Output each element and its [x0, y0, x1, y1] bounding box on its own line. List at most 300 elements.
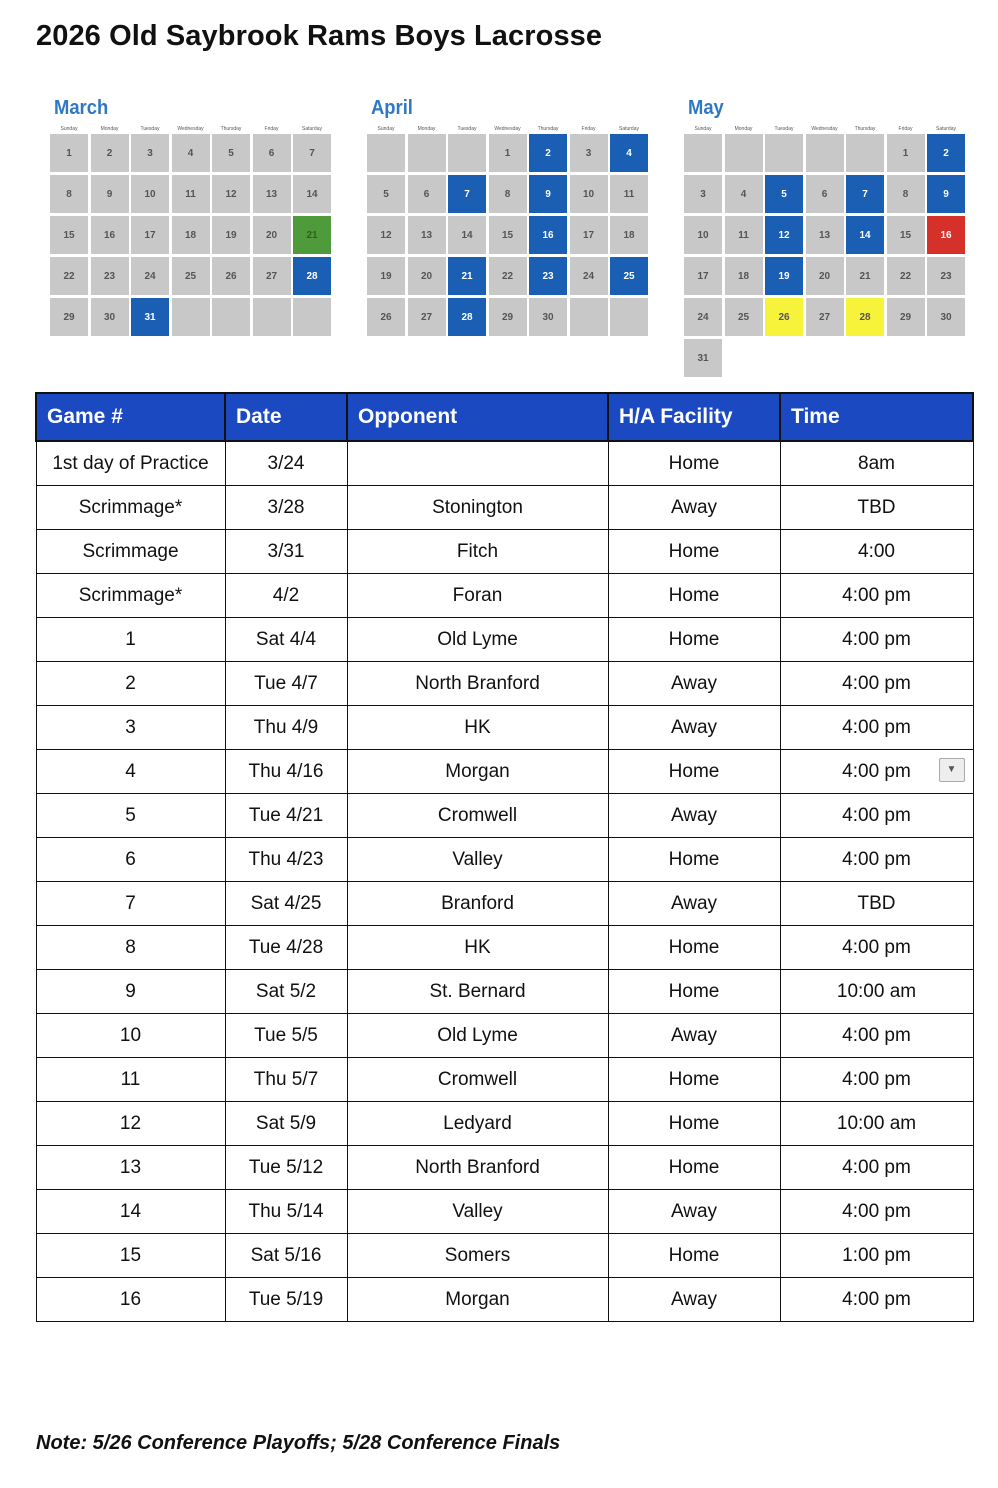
cell-text: Home: [668, 540, 720, 562]
table-cell: [347, 574, 608, 618]
table-cell: [347, 1058, 608, 1102]
table-cell: [347, 838, 608, 882]
calendar-day: 21: [448, 257, 486, 295]
calendar-day: 30: [927, 298, 965, 336]
calendar-day: 4: [610, 134, 648, 172]
table-cell: [780, 618, 973, 662]
cell-text: Tue 4/28: [248, 936, 324, 958]
calendar-day: 12: [765, 216, 803, 254]
table-cell: [225, 750, 347, 794]
cell-text: St. Bernard: [429, 980, 526, 1002]
cell-text: 8: [125, 936, 136, 958]
table-cell: [347, 530, 608, 574]
cell-text: 15: [119, 1244, 142, 1266]
calendar-day: 29: [489, 298, 527, 336]
cell-text: Away: [670, 1288, 718, 1310]
cell-text: Thu 4/23: [248, 848, 324, 870]
weekday-label: Wednesday: [177, 126, 204, 132]
calendar-day: 8: [489, 175, 527, 213]
table-cell: [608, 486, 780, 530]
table-row: [36, 1234, 973, 1278]
table-cell: [608, 882, 780, 926]
table-cell: [608, 530, 780, 574]
table-row: [36, 1190, 973, 1234]
cell-text: 4:00 pm: [842, 1200, 911, 1222]
cell-text: 13: [119, 1156, 142, 1178]
cell-text: Valley: [452, 848, 503, 870]
table-cell: [608, 1146, 780, 1190]
cell-text: Foran: [452, 584, 503, 606]
table-cell: [225, 1014, 347, 1058]
table-cell: [347, 882, 608, 926]
table-cell: [36, 1146, 225, 1190]
cell-text: Old Lyme: [437, 1024, 518, 1046]
table-cell: [608, 1058, 780, 1102]
table-cell: [347, 1014, 608, 1058]
calendar-day: 6: [408, 175, 446, 213]
weekday-label: Monday: [417, 126, 436, 132]
table-cell: [347, 1102, 608, 1146]
table-body: [36, 441, 973, 1322]
weekday-label: Saturday: [935, 126, 956, 132]
calendar-day: 13: [806, 216, 844, 254]
cell-text: Away: [670, 1024, 718, 1046]
table-cell: [780, 1234, 973, 1278]
table-row: [36, 574, 973, 618]
column-header: Game #: [36, 393, 225, 441]
cell-text: Sat 5/9: [255, 1112, 317, 1134]
calendar-day: 16: [927, 216, 965, 254]
cell-text: Away: [670, 716, 718, 738]
table-cell: [36, 530, 225, 574]
calendar-empty-cell: [610, 298, 648, 336]
cell-text: 8am: [858, 452, 895, 474]
column-header: Time: [780, 393, 973, 441]
table-row: [36, 618, 973, 662]
cell-text: 4:00 pm: [842, 584, 911, 606]
calendar-day: 21: [846, 257, 884, 295]
calendar-day: 20: [408, 257, 446, 295]
table-cell: [36, 486, 225, 530]
calendar-day: 13: [408, 216, 446, 254]
cell-text: 3/28: [267, 496, 305, 518]
cell-text: HK: [464, 936, 491, 958]
calendar-day: 16: [529, 216, 567, 254]
table-cell: [225, 530, 347, 574]
table-cell: [347, 486, 608, 530]
weekday-label: Wednesday: [494, 126, 521, 132]
calendar-empty-cell: [408, 134, 446, 172]
calendar-day: 17: [131, 216, 169, 254]
table-row: [36, 970, 973, 1014]
calendar-empty-cell: [212, 298, 250, 336]
cell-text: 1:00 pm: [842, 1244, 911, 1266]
calendar-day: 31: [684, 339, 722, 377]
cell-text: Home: [668, 936, 720, 958]
cell-text: Tue 5/19: [248, 1288, 324, 1310]
calendar-day: 15: [887, 216, 925, 254]
weekday-label: Tuesday: [457, 126, 477, 132]
table-row: [36, 1278, 973, 1322]
table-cell: [780, 794, 973, 838]
table-cell: [225, 970, 347, 1014]
table-cell: [608, 1014, 780, 1058]
calendar-day: 10: [570, 175, 608, 213]
cell-text: 4:00 pm: [842, 1068, 911, 1090]
calendar-day: 24: [570, 257, 608, 295]
table-row: [36, 1014, 973, 1058]
calendar-day: 14: [293, 175, 331, 213]
calendar-day: 11: [172, 175, 210, 213]
calendar-may: [684, 96, 974, 377]
table-cell: [225, 441, 347, 486]
table-cell: [36, 441, 225, 486]
calendar-day: 25: [172, 257, 210, 295]
column-header: Date: [225, 393, 347, 441]
table-cell: [36, 750, 225, 794]
table-cell: [608, 662, 780, 706]
calendar-empty-cell: [253, 298, 291, 336]
cell-text: 3: [125, 716, 136, 738]
calendar-day: 10: [131, 175, 169, 213]
cell-text: 4:00 pm: [842, 804, 911, 826]
calendar-day: 18: [610, 216, 648, 254]
table-cell: [608, 926, 780, 970]
calendar-empty-cell: [293, 298, 331, 336]
calendar-day: 9: [927, 175, 965, 213]
table-cell: [36, 1190, 225, 1234]
table-cell: [225, 794, 347, 838]
calendar-day: 22: [489, 257, 527, 295]
calendar-day: 30: [529, 298, 567, 336]
calendar-empty-cell: [172, 298, 210, 336]
table-cell: [608, 1234, 780, 1278]
cell-text: 11: [120, 1068, 141, 1090]
table-cell: [347, 970, 608, 1014]
calendar-day: 28: [846, 298, 884, 336]
table-cell: [36, 1014, 225, 1058]
cell-text: Thu 5/7: [253, 1068, 319, 1090]
calendar-day: 10: [684, 216, 722, 254]
weekday-header: [367, 124, 657, 134]
calendar-day: 19: [367, 257, 405, 295]
cell-text: 5: [125, 804, 136, 826]
table-cell: [780, 970, 973, 1014]
cell-text: North Branford: [415, 672, 540, 694]
calendar-day: 27: [253, 257, 291, 295]
calendar-day: 1: [50, 134, 88, 172]
table-cell: [225, 486, 347, 530]
calendar-day: 21: [293, 216, 331, 254]
table-cell: [608, 970, 780, 1014]
cell-text: Branford: [441, 892, 514, 914]
table-cell: [347, 926, 608, 970]
table-row: [36, 838, 973, 882]
calendar-empty-cell: [570, 298, 608, 336]
chevron-down-icon[interactable]: ▼: [939, 758, 965, 782]
table-cell: [608, 574, 780, 618]
calendar-day: 27: [806, 298, 844, 336]
cell-text: Thu 4/9: [253, 716, 319, 738]
cell-text: 16: [119, 1288, 142, 1310]
cell-text: Tue 4/7: [254, 672, 318, 694]
calendar-day: 5: [765, 175, 803, 213]
table-cell: [36, 1234, 225, 1278]
table-row: [36, 882, 973, 926]
calendar-day: 5: [367, 175, 405, 213]
calendar-day: 17: [570, 216, 608, 254]
table-cell: [608, 838, 780, 882]
calendar-march: [50, 96, 340, 336]
weekday-label: Friday: [581, 126, 596, 132]
table-cell: [225, 1234, 347, 1278]
calendar-day: 16: [91, 216, 129, 254]
calendar-empty-cell: [846, 134, 884, 172]
calendar-day: 29: [50, 298, 88, 336]
cell-text: 4:00 pm: [842, 1156, 911, 1178]
table-cell: [780, 1102, 973, 1146]
table-cell: [225, 838, 347, 882]
calendar-day: 2: [91, 134, 129, 172]
calendar-day: 6: [253, 134, 291, 172]
table-cell: [780, 926, 973, 970]
calendar-day: 7: [846, 175, 884, 213]
calendar-day: 12: [367, 216, 405, 254]
table-row: [36, 441, 973, 486]
calendar-day: 2: [927, 134, 965, 172]
cell-text: 14: [119, 1200, 142, 1222]
cell-text: HK: [464, 716, 491, 738]
calendar-day: 8: [50, 175, 88, 213]
table-cell: [780, 1278, 973, 1322]
table-cell: [347, 1278, 608, 1322]
table-cell: [347, 1234, 608, 1278]
cell-text: Thu 5/14: [248, 1200, 324, 1222]
weekday-header: [684, 124, 974, 134]
cell-text: Sat 5/16: [250, 1244, 322, 1266]
cell-text: Away: [670, 672, 718, 694]
table-cell: [608, 1278, 780, 1322]
cell-text: Tue 5/12: [248, 1156, 324, 1178]
calendar-day: 25: [610, 257, 648, 295]
table-cell: [36, 794, 225, 838]
weekday-label: Monday: [734, 126, 753, 132]
cell-text: Tue 4/21: [248, 804, 324, 826]
cell-text: 7: [125, 892, 136, 914]
table-cell: [780, 486, 973, 530]
cell-text: Home: [668, 1068, 720, 1090]
table-cell: [780, 1190, 973, 1234]
weekday-label: Thursday: [537, 126, 559, 132]
calendar-day: 23: [927, 257, 965, 295]
table-cell: [225, 1146, 347, 1190]
table-cell: [780, 882, 973, 926]
table-cell: [36, 574, 225, 618]
cell-text: 4:00 pm: [842, 628, 911, 650]
calendar-day: 23: [91, 257, 129, 295]
table-cell: [780, 1014, 973, 1058]
table-cell: [780, 838, 973, 882]
cell-text: Sat 5/2: [255, 980, 317, 1002]
table-cell: [780, 1146, 973, 1190]
calendar-day: 1: [887, 134, 925, 172]
table-row: [36, 750, 973, 794]
calendar-day: 25: [725, 298, 763, 336]
calendar-day: 20: [806, 257, 844, 295]
calendar-empty-cell: [765, 134, 803, 172]
weekday-label: Friday: [898, 126, 913, 132]
column-header: H/A Facility: [608, 393, 780, 441]
cell-text: 4:00 pm: [842, 672, 911, 694]
weekday-label: Wednesday: [811, 126, 838, 132]
cell-text: 4:00 pm: [842, 848, 911, 870]
calendar-day: 3: [570, 134, 608, 172]
cell-text: 12: [119, 1112, 142, 1134]
calendar-day: 11: [610, 175, 648, 213]
table-header-row: [36, 393, 973, 441]
weekday-header: [50, 124, 340, 134]
calendar-day: 2: [529, 134, 567, 172]
calendar-month-name: March: [54, 97, 109, 119]
cell-text: 4:00 pm: [842, 716, 911, 738]
cell-text: Somers: [444, 1244, 511, 1266]
table-cell: [36, 662, 225, 706]
table-cell: [36, 970, 225, 1014]
calendar-day: 1: [489, 134, 527, 172]
calendar-empty-cell: [684, 134, 722, 172]
calendar-grid: [50, 134, 340, 336]
calendar-empty-cell: [806, 134, 844, 172]
cell-text: 1: [125, 628, 136, 650]
weekday-label: Monday: [100, 126, 119, 132]
calendar-day: 6: [806, 175, 844, 213]
calendar-month-name: April: [371, 97, 413, 119]
cell-text: 10:00 am: [836, 1112, 917, 1134]
table-cell: [225, 1058, 347, 1102]
table-cell: [608, 706, 780, 750]
calendar-day: 4: [172, 134, 210, 172]
cell-text: Scrimmage*: [78, 496, 183, 518]
table-cell: [608, 794, 780, 838]
calendar-day: 14: [846, 216, 884, 254]
cell-text: 10: [119, 1024, 142, 1046]
table-cell: [36, 1102, 225, 1146]
cell-text: TBD: [857, 496, 896, 518]
table-row: [36, 530, 973, 574]
cell-text: 4:00 pm: [842, 1024, 911, 1046]
calendar-day: 13: [253, 175, 291, 213]
table-cell: [780, 530, 973, 574]
cell-text: Home: [668, 1156, 720, 1178]
calendar-day: 9: [91, 175, 129, 213]
cell-text: 4:00 pm: [842, 1288, 911, 1310]
footnote: Note: 5/26 Conference Playoffs; 5/28 Conference Finals: [36, 1432, 561, 1454]
cell-text: Away: [670, 804, 718, 826]
table-cell: [347, 618, 608, 662]
calendar-day: 14: [448, 216, 486, 254]
table-row: [36, 662, 973, 706]
cell-text: Ledyard: [443, 1112, 512, 1134]
table-cell: [780, 706, 973, 750]
calendar-day: 23: [529, 257, 567, 295]
table-cell: [347, 662, 608, 706]
table-cell: [780, 574, 973, 618]
calendar-day: 3: [131, 134, 169, 172]
calendar-day: 18: [172, 216, 210, 254]
table-cell: [36, 926, 225, 970]
cell-text: 4:00 pm: [842, 760, 911, 782]
table-row: [36, 1146, 973, 1190]
weekday-label: Sunday: [60, 126, 78, 132]
calendar-day: 19: [765, 257, 803, 295]
cell-text: Home: [668, 628, 720, 650]
calendar-grid: [367, 134, 657, 336]
calendar-day: 22: [50, 257, 88, 295]
calendar-day: 22: [887, 257, 925, 295]
cell-text: Home: [668, 1244, 720, 1266]
table-cell: [36, 1278, 225, 1322]
calendar-empty-cell: [367, 134, 405, 172]
calendar-day: 24: [131, 257, 169, 295]
table-cell: [608, 1190, 780, 1234]
cell-text: TBD: [857, 892, 896, 914]
cell-text: Home: [668, 584, 720, 606]
table-cell: [225, 1102, 347, 1146]
calendar-day: 24: [684, 298, 722, 336]
cell-text: Cromwell: [437, 1068, 518, 1090]
calendar-day: 15: [50, 216, 88, 254]
table-row: [36, 794, 973, 838]
calendar-day: 5: [212, 134, 250, 172]
table-cell: [780, 662, 973, 706]
cell-text: Scrimmage*: [78, 584, 183, 606]
calendar-day: 17: [684, 257, 722, 295]
schedule-table: [35, 392, 974, 1322]
cell-text: Sat 4/25: [250, 892, 322, 914]
weekday-label: Tuesday: [140, 126, 160, 132]
calendar-day: 31: [131, 298, 169, 336]
table-cell: [608, 1102, 780, 1146]
cell-text: North Branford: [415, 1156, 540, 1178]
cell-text: Home: [668, 452, 720, 474]
table-cell: [36, 618, 225, 662]
table-cell: [347, 750, 608, 794]
weekday-label: Tuesday: [774, 126, 794, 132]
cell-text: 9: [125, 980, 136, 1002]
table-cell: [608, 441, 780, 486]
cell-text: Fitch: [456, 540, 499, 562]
calendar-day: 4: [725, 175, 763, 213]
calendar-day: 29: [887, 298, 925, 336]
cell-text: Home: [668, 980, 720, 1002]
weekday-label: Friday: [264, 126, 279, 132]
table-cell: [608, 750, 780, 794]
table-cell: [347, 441, 608, 486]
cell-text: 4: [125, 760, 136, 782]
table-cell: [347, 1146, 608, 1190]
cell-text: Home: [668, 760, 720, 782]
calendar-day: 15: [489, 216, 527, 254]
page-title: 2026 Old Saybrook Rams Boys Lacrosse: [36, 20, 603, 52]
calendar-day: 26: [765, 298, 803, 336]
table-cell: [36, 706, 225, 750]
cell-text: Sat 4/4: [255, 628, 317, 650]
calendar-day: 8: [887, 175, 925, 213]
table-row: [36, 1102, 973, 1146]
calendar-grid: [684, 134, 974, 377]
cell-text: Tue 5/5: [254, 1024, 318, 1046]
table-cell: [225, 926, 347, 970]
